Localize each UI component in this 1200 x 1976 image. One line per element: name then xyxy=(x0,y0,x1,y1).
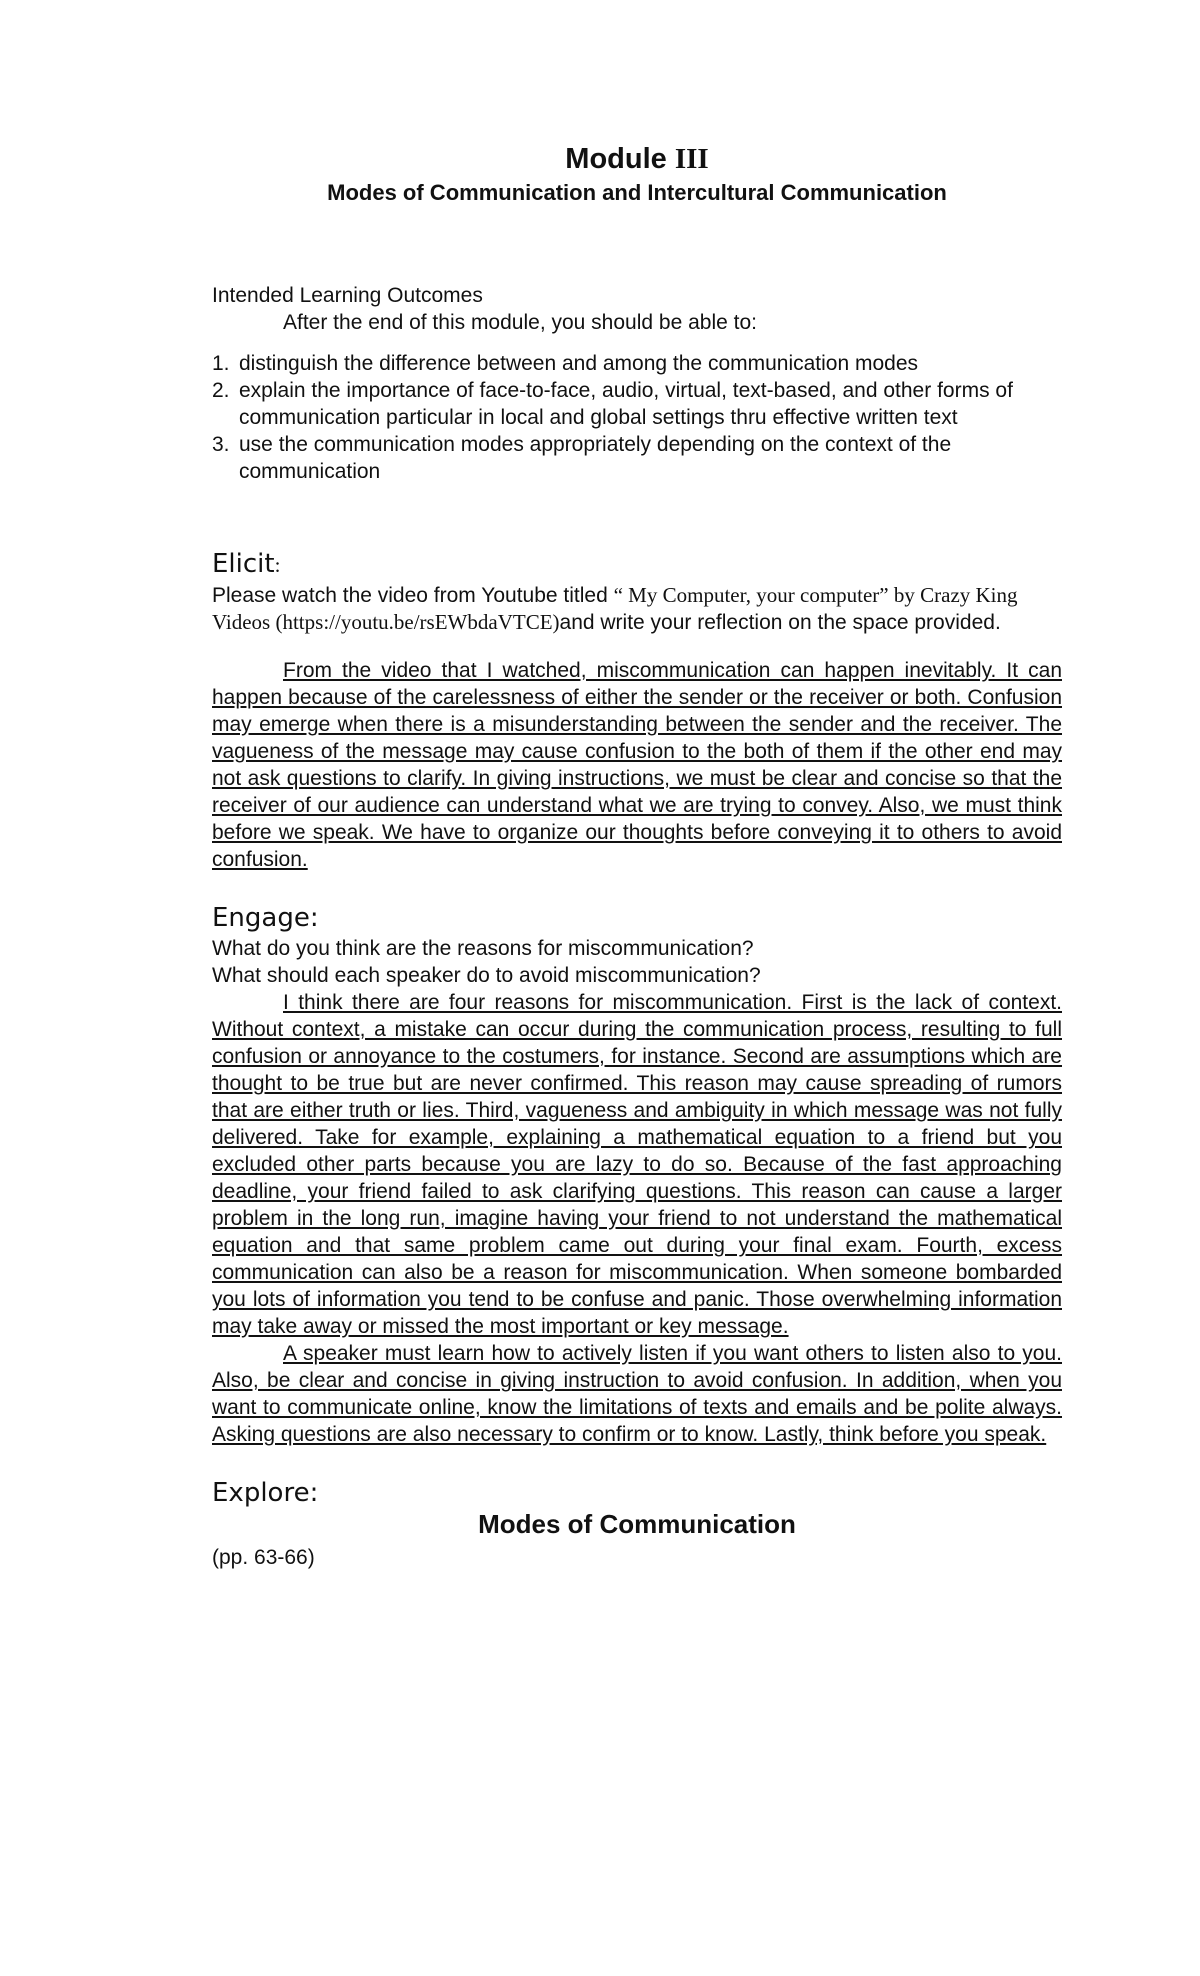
outcomes-heading: Intended Learning Outcomes xyxy=(212,284,483,307)
module-subtitle: Modes of Communication and Intercultural Communication xyxy=(327,180,947,205)
outcome-text: explain the importance of face-to-face, audio, virtual, text-based, and other forms of communication particular in local and global settings thru effective written text xyxy=(239,379,1013,429)
module-title xyxy=(212,140,1062,178)
outcome-number: 3. xyxy=(212,433,230,456)
explore-pages: (pp. 63-66) xyxy=(212,1546,315,1569)
title-block xyxy=(212,140,1062,208)
module-word: Module xyxy=(565,143,667,175)
explore-title: Modes of Communication xyxy=(478,1509,796,1539)
engage-question-1: What do you think are the reasons for miscommunication? xyxy=(212,937,754,960)
elicit-prompt-part1: Please watch the video from Youtube titled xyxy=(212,584,614,607)
elicit-heading-text: Elicit xyxy=(212,549,275,579)
engage-question-2: What should each speaker do to avoid miscommunication? xyxy=(212,964,761,987)
elicit-video-title: “ My Computer, your computer” by Crazy King Videos (https://youtu.be/rsEWbdaVTCE) xyxy=(212,583,1018,634)
outcome-number: 1. xyxy=(212,352,230,375)
explore-heading: Explore: xyxy=(212,1478,319,1508)
engage-heading: Engage: xyxy=(212,903,319,933)
engage-answer-1: I think there are four reasons for miscommunication. First is the lack of context. Without context, a mistake can occur during the communication process, resulting to full confusion or annoyance to the costumers, for instance. Second are assumptions which are thought to be true but are never confirmed. This reason may cause spreading of rumors that are either truth or lies. Third, vagueness and ambiguity in which message was not fully delivered. Take for example, explaining a mathematical equation to a friend but you excluded other parts because you are lazy to do so. Because of the fast approaching deadline, your friend failed to ask clarifying questions. This reason can cause a larger problem in the long run, imagine having your friend to not understand the mathematical equation and that same problem came out during your final exam. Fourth, excess communication can also be a reason for miscommunication. When someone bombarded you lots of information you tend to be confuse and panic. Those overwhelming information may take away or missed the most important or key message. xyxy=(212,991,1062,1338)
engage-answer-2: A speaker must learn how to actively listen if you want others to listen also to you. Also, be clear and concise in giving instruction to avoid confusion. In addition, when you want to communicate online, know the limitations of texts and emails and be polite always. Asking questions are also necessary to confirm or to know. Lastly, think before you speak. xyxy=(212,1342,1062,1446)
outcome-number: 2. xyxy=(212,379,230,402)
elicit-heading xyxy=(212,547,1062,582)
outcome-text: distinguish the difference between and among the communication modes xyxy=(239,352,919,375)
outcome-item xyxy=(212,431,1062,485)
outcomes-intro: After the end of this module, you should be able to: xyxy=(283,311,757,334)
elicit-answer: From the video that I watched, miscommunication can happen inevitably. It can happen because of the carelessness of either the sender or the receiver or both. Confusion may emerge when there is a misunderstanding between the sender and the receiver. The vagueness of the message may cause confusion to the both of them if the other end may not ask questions to clarify. In giving instructions, we must be clear and concise so that the receiver of our audience can understand what we are trying to convey. Also, we must think before we speak. We have to organize our thoughts before conveying it to others to avoid confusion. xyxy=(212,659,1062,871)
document-page xyxy=(212,140,1062,1571)
elicit-heading-colon: : xyxy=(274,553,281,577)
module-number: III xyxy=(674,143,709,175)
elicit-prompt-part2: and write your reflection on the space provided. xyxy=(559,611,1001,634)
elicit-prompt xyxy=(212,582,1062,636)
outcome-text: use the communication modes appropriately depending on the context of the communication xyxy=(239,433,952,483)
outcome-item xyxy=(212,377,1062,431)
outcomes-list xyxy=(212,350,1062,485)
outcome-item xyxy=(212,350,1062,377)
